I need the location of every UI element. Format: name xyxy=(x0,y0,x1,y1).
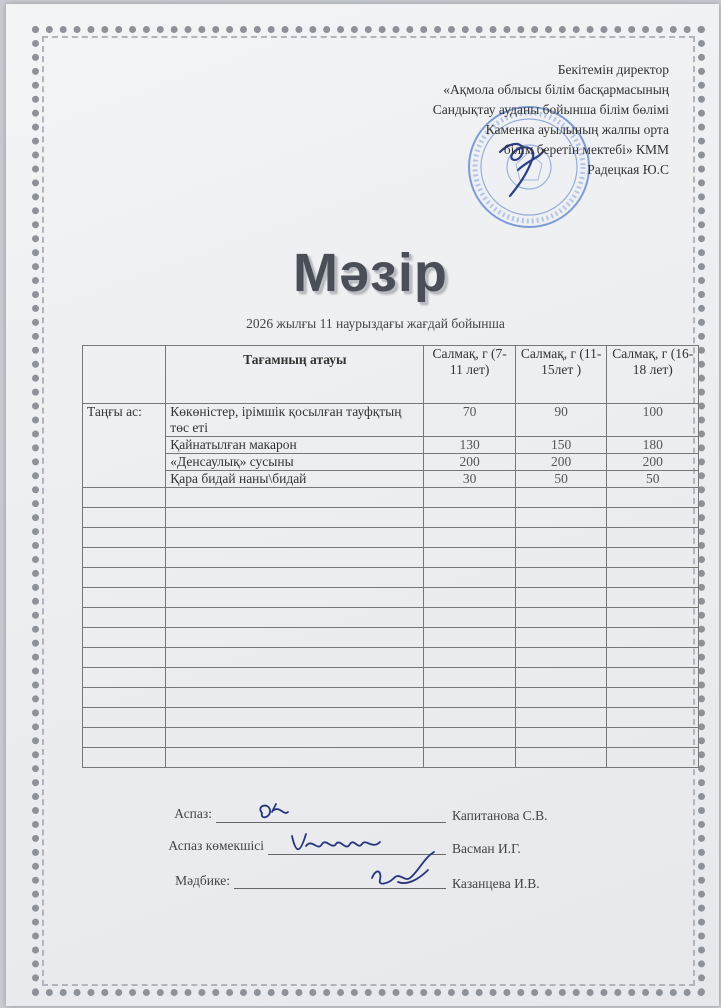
empty-cell xyxy=(83,628,166,648)
empty-cell xyxy=(83,548,166,568)
empty-cell xyxy=(166,748,424,768)
empty-cell xyxy=(515,548,607,568)
empty-cell xyxy=(166,588,424,608)
empty-cell xyxy=(515,488,607,508)
empty-cell xyxy=(83,568,166,588)
empty-table-row xyxy=(83,728,699,748)
empty-cell xyxy=(424,588,516,608)
table-row xyxy=(83,454,699,471)
empty-cell xyxy=(166,728,424,748)
header-weight-7-11: Салмақ, г (7-11 лет) xyxy=(424,346,516,404)
staff-role-nurse: Мәдбике: xyxy=(175,873,230,888)
empty-cell xyxy=(607,588,699,608)
staff-name-cook: Капитанова С.В. xyxy=(452,808,548,823)
empty-cell xyxy=(607,508,699,528)
empty-cell xyxy=(607,648,699,668)
weight-7-11: 70 xyxy=(424,404,516,437)
empty-cell xyxy=(424,748,516,768)
empty-cell xyxy=(424,668,516,688)
empty-cell xyxy=(424,488,516,508)
weight-16-18: 100 xyxy=(607,404,699,437)
meal-label: Таңғы ас: xyxy=(83,404,166,488)
empty-cell xyxy=(83,508,166,528)
empty-cell xyxy=(166,488,424,508)
page-title: Мәзір xyxy=(293,243,448,303)
empty-cell xyxy=(607,708,699,728)
empty-cell xyxy=(424,728,516,748)
empty-table-row xyxy=(83,568,699,588)
empty-cell xyxy=(607,728,699,748)
approval-line: Сандықтау ауданы бойынша білім бөлімі xyxy=(432,102,669,117)
empty-cell xyxy=(607,528,699,548)
empty-cell xyxy=(607,548,699,568)
empty-cell xyxy=(515,668,607,688)
header-dish-name: Тағамның атауы xyxy=(166,346,424,404)
empty-table-row xyxy=(83,708,699,728)
empty-table-row xyxy=(83,548,699,568)
empty-cell xyxy=(515,528,607,548)
approval-line: Каменка ауылының жалпы орта xyxy=(485,122,669,137)
empty-cell xyxy=(424,648,516,668)
empty-cell xyxy=(424,608,516,628)
empty-cell xyxy=(166,668,424,688)
empty-cell xyxy=(83,668,166,688)
nurse-signature xyxy=(368,848,440,892)
dish-name: Қара бидай наны\бидай xyxy=(166,471,424,488)
empty-table-row xyxy=(83,648,699,668)
signature-line xyxy=(216,822,446,823)
weight-16-18: 180 xyxy=(607,437,699,454)
header-weight-11-15: Салмақ, г (11-15лет ) xyxy=(515,346,607,404)
approval-block xyxy=(369,60,669,180)
empty-cell xyxy=(83,728,166,748)
empty-cell xyxy=(424,628,516,648)
staff-role-cook: Аспаз: xyxy=(174,806,212,821)
empty-cell xyxy=(83,708,166,728)
empty-table-row xyxy=(83,748,699,768)
empty-cell xyxy=(607,628,699,648)
table-row xyxy=(83,471,699,488)
empty-cell xyxy=(166,548,424,568)
weight-7-11: 130 xyxy=(424,437,516,454)
dish-name: Қайнатылған макарон xyxy=(166,437,424,454)
approval-line: Радецкая Ю.С xyxy=(587,162,669,177)
empty-cell xyxy=(424,548,516,568)
table-row xyxy=(83,404,699,437)
empty-table-row xyxy=(83,488,699,508)
empty-cell xyxy=(515,728,607,748)
empty-cell xyxy=(424,688,516,708)
empty-cell xyxy=(83,608,166,628)
empty-cell xyxy=(166,608,424,628)
empty-cell xyxy=(515,628,607,648)
empty-cell xyxy=(166,508,424,528)
empty-cell xyxy=(83,528,166,548)
approval-line: «Ақмола облысы білім басқармасының xyxy=(443,82,669,97)
empty-cell xyxy=(515,588,607,608)
header-meal xyxy=(83,346,166,404)
staff-name-assistant: Васман И.Г. xyxy=(452,841,521,856)
empty-table-row xyxy=(83,528,699,548)
cook-signature xyxy=(252,798,292,828)
empty-cell xyxy=(166,688,424,708)
empty-cell xyxy=(166,628,424,648)
empty-cell xyxy=(607,688,699,708)
empty-table-row xyxy=(83,608,699,628)
empty-cell xyxy=(424,708,516,728)
empty-cell xyxy=(424,568,516,588)
weight-11-15: 200 xyxy=(515,454,607,471)
weight-11-15: 50 xyxy=(515,471,607,488)
empty-cell xyxy=(607,568,699,588)
empty-cell xyxy=(515,568,607,588)
empty-cell xyxy=(607,668,699,688)
page-subtitle: 2026 жылғы 11 наурыздағы жағдай бойынша xyxy=(246,316,505,331)
empty-table-row xyxy=(83,588,699,608)
staff-role-assistant: Аспаз көмекшісі xyxy=(168,838,264,853)
approval-line: білім беретін мектебі» КММ xyxy=(503,142,669,157)
staff-name-nurse: Казанцева И.В. xyxy=(452,876,540,891)
empty-cell xyxy=(607,748,699,768)
empty-table-row xyxy=(83,668,699,688)
empty-cell xyxy=(515,648,607,668)
empty-cell xyxy=(83,588,166,608)
header-weight-16-18: Салмақ, г (16-18 лет) xyxy=(607,346,699,404)
empty-cell xyxy=(424,528,516,548)
empty-table-row xyxy=(83,688,699,708)
approval-line: Бекітемін директор xyxy=(557,62,669,77)
empty-table-row xyxy=(83,508,699,528)
empty-cell xyxy=(166,568,424,588)
weight-16-18: 200 xyxy=(607,454,699,471)
weight-11-15: 150 xyxy=(515,437,607,454)
weight-7-11: 30 xyxy=(424,471,516,488)
empty-cell xyxy=(83,488,166,508)
empty-cell xyxy=(515,748,607,768)
empty-cell xyxy=(515,608,607,628)
empty-cell xyxy=(83,748,166,768)
menu-table xyxy=(82,345,699,768)
empty-cell xyxy=(515,708,607,728)
empty-cell xyxy=(424,508,516,528)
empty-cell xyxy=(166,708,424,728)
empty-cell xyxy=(515,688,607,708)
table-header-row xyxy=(83,346,699,404)
weight-16-18: 50 xyxy=(607,471,699,488)
dish-name: Көкөністер, ірімшік қосылған тауфқтың төс еті xyxy=(166,404,424,437)
empty-cell xyxy=(166,528,424,548)
empty-cell xyxy=(607,488,699,508)
empty-table-row xyxy=(83,628,699,648)
empty-cell xyxy=(515,508,607,528)
empty-cell xyxy=(607,608,699,628)
weight-7-11: 200 xyxy=(424,454,516,471)
empty-cell xyxy=(83,688,166,708)
weight-11-15: 90 xyxy=(515,404,607,437)
empty-cell xyxy=(83,648,166,668)
dish-name: «Денсаулық» сусыны xyxy=(166,454,424,471)
empty-cell xyxy=(166,648,424,668)
table-row xyxy=(83,437,699,454)
